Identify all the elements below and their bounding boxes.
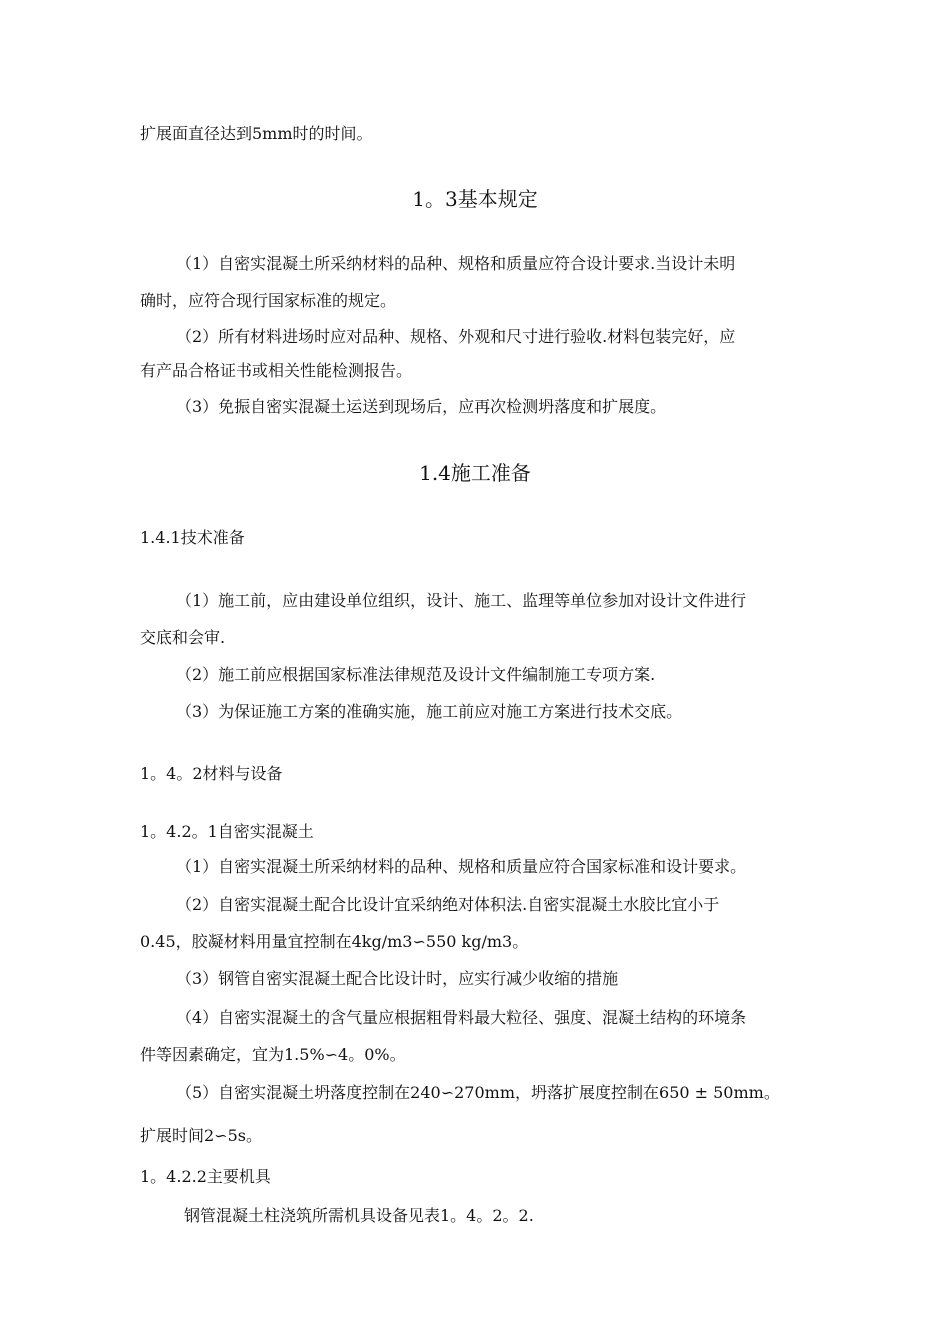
paragraph-line: 钢管混凝土柱浇筑所需机具设备见表1。4。2。2. bbox=[184, 1206, 534, 1225]
paragraph-line: （1）自密实混凝土所采纳材料的品种、规格和质量应符合设计要求.当设计未明 bbox=[176, 254, 736, 273]
section-heading-1-4: 1.4施工准备 bbox=[419, 461, 531, 485]
paragraph-line: （2）所有材料进场时应对品种、规格、外观和尺寸进行验收.材料包装完好，应 bbox=[176, 327, 736, 346]
paragraph-line: 交底和会审. bbox=[140, 628, 226, 647]
paragraph-line: （3）免振自密实混凝土运送到现场后，应再次检测坍落度和扩展度。 bbox=[176, 397, 667, 416]
section-heading-1-3: 1。3基本规定 bbox=[412, 187, 538, 211]
paragraph-line: （1）自密实混凝土所采纳材料的品种、规格和质量应符合国家标准和设计要求。 bbox=[176, 857, 747, 876]
subsection-heading-1-4-1: 1.4.1技术准备 bbox=[140, 528, 245, 547]
paragraph-line: 0.45，胶凝材料用量宜控制在4kg/m3∽550 kg/m3。 bbox=[140, 932, 529, 951]
paragraph-line: 确时，应符合现行国家标准的规定。 bbox=[140, 291, 397, 310]
paragraph-line: （3）为保证施工方案的准确实施，施工前应对施工方案进行技术交底。 bbox=[176, 702, 683, 721]
paragraph-line: （2）自密实混凝土配合比设计宜采纳绝对体积法.自密实混凝土水胶比宜小于 bbox=[176, 895, 720, 914]
paragraph-line: （4）自密实混凝土的含气量应根据粗骨料最大粒径、强度、混凝土结构的环境条 bbox=[176, 1008, 747, 1027]
subsection-heading-1-4-2-1: 1。4.2。1自密实混凝土 bbox=[140, 822, 314, 841]
paragraph-line: 有产品合格证书或相关性能检测报告。 bbox=[140, 361, 413, 380]
paragraph-line: （3）钢管自密实混凝土配合比设计时，应实行减少收缩的措施 bbox=[176, 969, 619, 988]
paragraph-line: （2）施工前应根据国家标准法律规范及设计文件编制施工专项方案. bbox=[176, 665, 656, 684]
subsection-heading-1-4-2-2: 1。4.2.2主要机具 bbox=[140, 1167, 271, 1186]
paragraph-line: 扩展时间2∽5s。 bbox=[140, 1126, 262, 1145]
paragraph-line: 件等因素确定，宜为1.5%∽4。0%。 bbox=[140, 1045, 406, 1064]
paragraph-line: （5）自密实混凝土坍落度控制在240∽270mm，坍落扩展度控制在650 ± 50mm。 bbox=[176, 1083, 780, 1102]
line-continuation: 扩展面直径达到5mm时的时间。 bbox=[140, 124, 373, 143]
subsection-heading-1-4-2: 1。4。2材料与设备 bbox=[140, 764, 283, 783]
paragraph-line: （1）施工前，应由建设单位组织，设计、施工、监理等单位参加对设计文件进行 bbox=[176, 591, 747, 610]
